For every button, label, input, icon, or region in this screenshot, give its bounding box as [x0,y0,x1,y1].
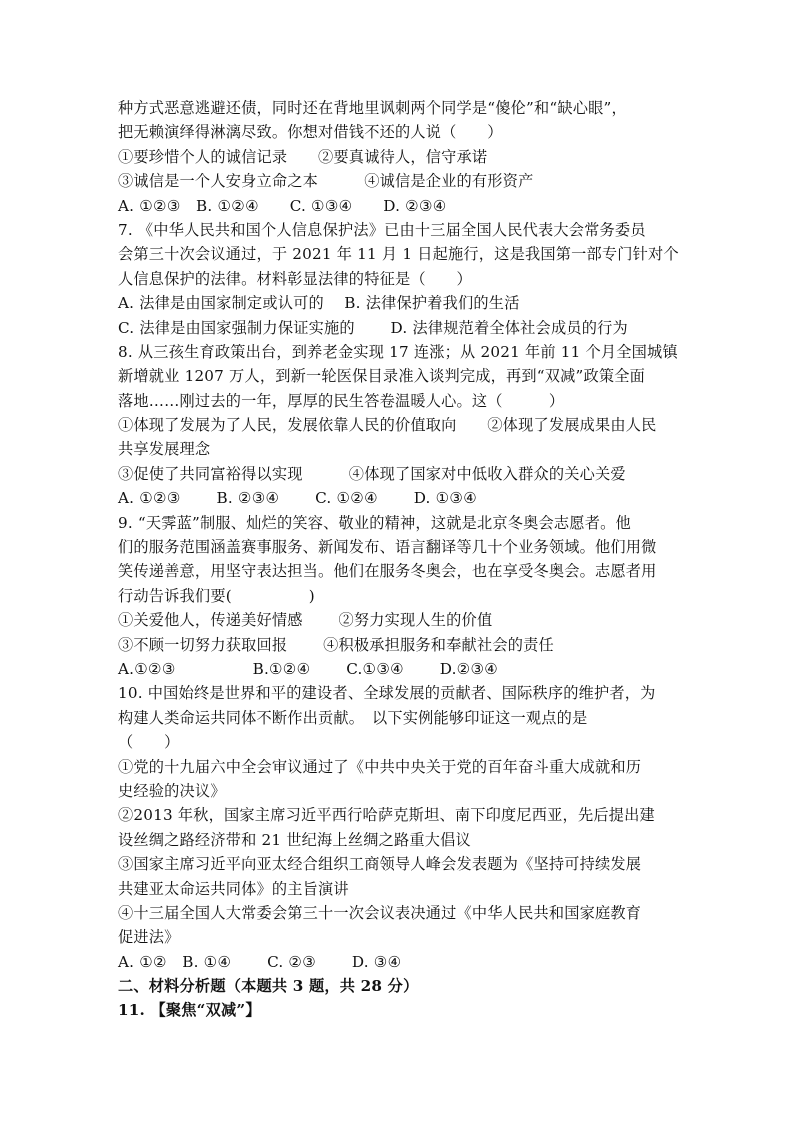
option-line: ④十三届全国人大常委会第三十一次会议表决通过《中华人民共和国家庭教育 [118,903,642,922]
section-heading: 二、材料分析题（本题共 3 题，共 28 分） [118,977,419,996]
text-line: 共享发展理念 [118,440,211,459]
text-line: 行动告诉我们要( ) [118,586,315,605]
question-7: 7. 《中华人民共和国个人信息保护法》已由十三届全国人民代表大会常务委员 [118,220,646,239]
question-10: 10. 中国始终是世界和平的建设者、全球发展的贡献者、国际秩序的维护者，为 [118,684,656,703]
text-line: 共建亚太命运共同体》的主旨演讲 [118,879,349,898]
text-line: 种方式恶意逃避还债，同时还在背地里讽刺两个同学是“傻伦”和“缺心眼”， [118,99,627,117]
text-line: 人信息保护的法律。材料彰显法律的特征是（ ） [118,269,472,288]
answer-choices: A. ①②③ B. ①②④ C. ①③④ D. ②③④ [118,196,447,215]
text-line: 构建人类命运共同体不断作出贡献。 以下实例能够印证这一观点的是 [118,708,588,727]
question-11-heading: 11. 【聚焦“双减”】 [118,1001,261,1020]
text-line: 史经验的决议》 [118,781,226,800]
text-line: （ ） [118,733,180,752]
question-9: 9. “天霁蓝”制服、灿烂的笑容、敬业的精神，这就是北京冬奥会志愿者。他 [118,513,631,532]
option-line: ①要珍惜个人的诚信记录 ②要真诚待人，信守承诺 [118,147,488,166]
answer-choices: A.①②③ B.①②④ C.①③④ D.②③④ [118,659,499,678]
text-line: 新增就业 1207 万人，到新一轮医保目录准入谈判完成，再到“双减”政策全面 [118,367,646,386]
option-line: ①关爱他人，传递美好情感 ②努力实现人生的价值 [118,611,493,630]
option-line: ③不顾一切努力获取回报 ④积极承担服务和奉献社会的责任 [118,635,554,654]
option-line: ③促使了共同富裕得以实现 ④体现了国家对中低收入群众的关心关爱 [118,464,626,483]
answer-choices: A. ①② B. ①④ C. ②③ D. ③④ [118,952,402,971]
text-line: 设丝绸之路经济带和 21 世纪海上丝绸之路重大倡议 [118,830,471,849]
option-line: A. 法律是由国家制定或认可的 B. 法律保护着我们的生活 [118,294,520,313]
option-line: ①体现了发展为了人民，发展依靠人民的价值取向 ②体现了发展成果由人民 [118,416,657,435]
text-line: 落地……刚过去的一年，厚厚的民生答卷温暖人心。这（ ） [118,391,565,410]
option-line: ①党的十九届六中全会审议通过了《中共中央关于党的百年奋斗重大成就和历 [118,757,642,776]
text-line: 们的服务范围涵盖赛事服务、新闻发布、语言翻译等几十个业务领域。他们用微 [118,538,657,557]
option-line: ③诚信是一个人安身立命之本 ④诚信是企业的有形资产 [118,172,534,191]
option-line: C. 法律是由国家强制力保证实施的 D. 法律规范着全体社会成员的行为 [118,318,628,337]
text-line: 把无赖演绎得淋漓尽致。你想对借钱不还的人说（ ） [118,123,503,142]
text-line: 促进法》 [118,928,180,947]
exam-page [118,96,688,1023]
text-line: 笑传递善意，用坚守表达担当。他们在服务冬奥会，也在享受冬奥会。志愿者用 [118,562,657,581]
text-line: 会第三十次会议通过，于 2021 年 11 月 1 日起施行，这是我国第一部专门针对个 [118,245,679,264]
option-line: ②2013 年秋，国家主席习近平西行哈萨克斯坦、南下印度尼西亚，先后提出建 [118,806,655,825]
question-8: 8. 从三孩生育政策出台，到养老金实现 17 连涨；从 2021 年前 11 个月全国城镇 [118,342,678,361]
option-line: ③国家主席习近平向亚太经合组织工商领导人峰会发表题为《坚持可持续发展 [118,855,642,874]
answer-choices: A. ①②③ B. ②③④ C. ①②④ D. ①③④ [118,489,478,508]
